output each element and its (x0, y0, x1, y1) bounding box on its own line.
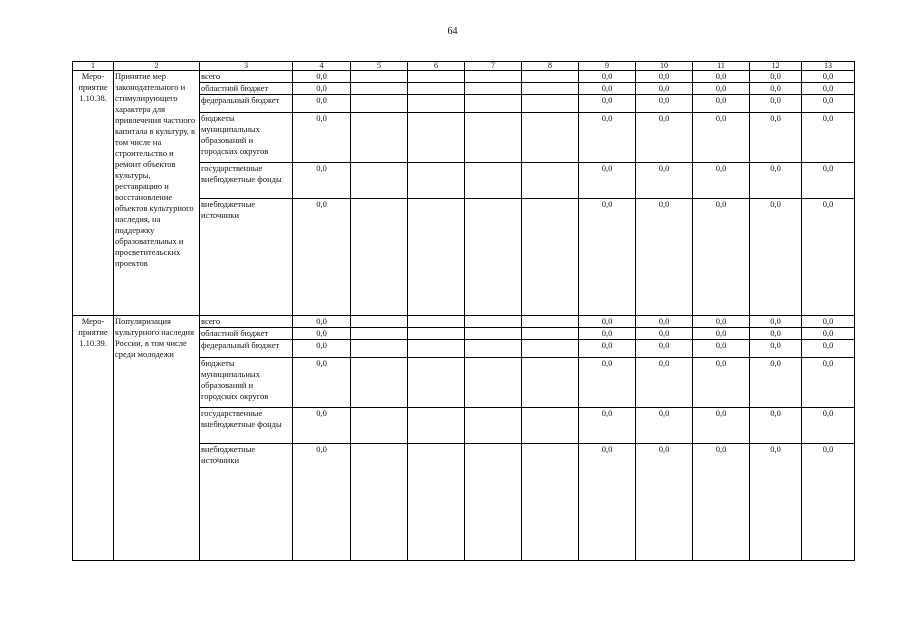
page-number: 64 (447, 26, 458, 37)
value-cell: 0,0 (636, 199, 693, 316)
empty-cell (465, 328, 522, 340)
empty-cell (351, 408, 408, 444)
column-number: 11 (693, 62, 750, 71)
empty-cell (408, 444, 465, 561)
value-cell: 0,0 (750, 113, 802, 163)
value-cell: 0,0 (693, 316, 750, 328)
empty-cell (522, 83, 579, 95)
measure-code-line: приятие (78, 82, 108, 92)
empty-cell (408, 83, 465, 95)
empty-cell (351, 95, 408, 113)
column-number: 13 (802, 62, 855, 71)
empty-cell (522, 328, 579, 340)
empty-cell (465, 408, 522, 444)
value-cell: 0,0 (636, 316, 693, 328)
funding-source: областной бюджет (200, 83, 293, 95)
value-cell: 0,0 (693, 71, 750, 83)
table-row (73, 71, 855, 83)
measure-name: Принятие мер законодательного и стимулирующего характера для привлечения частного капитала в культуру, в том числе на строительство и ремонт объектов культуры, реставрацию и восстановление объектов культурного наследия, на поддержку образовательных и просветительских проектов (114, 71, 200, 316)
value-cell: 0,0 (579, 316, 636, 328)
value-cell: 0,0 (579, 71, 636, 83)
funding-source: федеральный бюджет (200, 95, 293, 113)
empty-cell (465, 316, 522, 328)
column-number: 5 (351, 62, 408, 71)
value-cell: 0,0 (693, 199, 750, 316)
value-cell: 0,0 (750, 358, 802, 408)
empty-cell (522, 408, 579, 444)
value-cell: 0,0 (636, 340, 693, 358)
value-cell: 0,0 (750, 163, 802, 199)
empty-cell (351, 328, 408, 340)
empty-cell (351, 444, 408, 561)
empty-cell (351, 340, 408, 358)
column-number: 2 (114, 62, 200, 71)
empty-cell (522, 199, 579, 316)
empty-cell (522, 163, 579, 199)
value-cell: 0,0 (293, 83, 351, 95)
value-cell: 0,0 (693, 328, 750, 340)
value-cell: 0,0 (579, 113, 636, 163)
value-cell: 0,0 (802, 340, 855, 358)
value-cell: 0,0 (293, 163, 351, 199)
value-cell: 0,0 (636, 83, 693, 95)
value-cell: 0,0 (750, 199, 802, 316)
funding-source: всего (200, 316, 293, 328)
value-cell: 0,0 (293, 95, 351, 113)
value-cell: 0,0 (693, 113, 750, 163)
empty-cell (351, 163, 408, 199)
column-number: 6 (408, 62, 465, 71)
value-cell: 0,0 (802, 358, 855, 408)
empty-cell (465, 163, 522, 199)
value-cell: 0,0 (293, 358, 351, 408)
empty-cell (351, 199, 408, 316)
empty-cell (522, 316, 579, 328)
empty-cell (522, 358, 579, 408)
value-cell: 0,0 (802, 199, 855, 316)
value-cell: 0,0 (293, 328, 351, 340)
value-cell: 0,0 (802, 95, 855, 113)
empty-cell (465, 444, 522, 561)
value-cell: 0,0 (293, 444, 351, 561)
value-cell: 0,0 (802, 408, 855, 444)
value-cell: 0,0 (802, 163, 855, 199)
empty-cell (351, 358, 408, 408)
table-row (73, 316, 855, 328)
measure-code-line: приятие (78, 327, 108, 337)
value-cell: 0,0 (293, 113, 351, 163)
column-number: 3 (200, 62, 293, 71)
value-cell: 0,0 (750, 83, 802, 95)
value-cell: 0,0 (579, 340, 636, 358)
value-cell: 0,0 (636, 71, 693, 83)
value-cell: 0,0 (750, 408, 802, 444)
value-cell: 0,0 (750, 444, 802, 561)
measure-name: Популяризация культурного наследия России, в том числе среди молодежи (114, 316, 200, 561)
column-number: 1 (73, 62, 114, 71)
empty-cell (408, 113, 465, 163)
value-cell: 0,0 (802, 83, 855, 95)
column-number: 9 (579, 62, 636, 71)
funding-source: внебюджетные источники (200, 199, 293, 316)
column-number: 4 (293, 62, 351, 71)
value-cell: 0,0 (693, 340, 750, 358)
value-cell: 0,0 (750, 316, 802, 328)
value-cell: 0,0 (636, 444, 693, 561)
value-cell: 0,0 (693, 95, 750, 113)
empty-cell (351, 71, 408, 83)
empty-cell (522, 444, 579, 561)
empty-cell (408, 358, 465, 408)
empty-cell (465, 113, 522, 163)
value-cell: 0,0 (579, 199, 636, 316)
funding-source: бюджеты муниципальных образований и городских округов (200, 358, 293, 408)
value-cell: 0,0 (693, 408, 750, 444)
value-cell: 0,0 (579, 163, 636, 199)
empty-cell (408, 71, 465, 83)
empty-cell (522, 95, 579, 113)
value-cell: 0,0 (636, 113, 693, 163)
value-cell: 0,0 (579, 328, 636, 340)
column-number-row (73, 62, 855, 71)
empty-cell (465, 83, 522, 95)
value-cell: 0,0 (750, 328, 802, 340)
value-cell: 0,0 (802, 328, 855, 340)
value-cell: 0,0 (579, 408, 636, 444)
funding-source: внебюджетные источники (200, 444, 293, 561)
empty-cell (522, 71, 579, 83)
column-number: 8 (522, 62, 579, 71)
value-cell: 0,0 (579, 358, 636, 408)
empty-cell (351, 113, 408, 163)
value-cell: 0,0 (636, 358, 693, 408)
empty-cell (408, 340, 465, 358)
empty-cell (465, 199, 522, 316)
value-cell: 0,0 (693, 358, 750, 408)
value-cell: 0,0 (579, 444, 636, 561)
funding-source: государственные внебюджетные фонды (200, 163, 293, 199)
value-cell: 0,0 (802, 316, 855, 328)
value-cell: 0,0 (636, 408, 693, 444)
value-cell: 0,0 (636, 328, 693, 340)
measure-code-line: Меро- (81, 71, 105, 81)
empty-cell (351, 316, 408, 328)
value-cell: 0,0 (636, 163, 693, 199)
column-number: 7 (465, 62, 522, 71)
funding-source: государственные внебюджетные фонды (200, 408, 293, 444)
measure-code-line: Меро- (81, 316, 105, 326)
value-cell: 0,0 (293, 408, 351, 444)
empty-cell (465, 340, 522, 358)
empty-cell (351, 83, 408, 95)
value-cell: 0,0 (293, 199, 351, 316)
column-number: 10 (636, 62, 693, 71)
empty-cell (465, 358, 522, 408)
empty-cell (408, 316, 465, 328)
funding-source: областной бюджет (200, 328, 293, 340)
value-cell: 0,0 (293, 316, 351, 328)
value-cell: 0,0 (802, 71, 855, 83)
value-cell: 0,0 (293, 71, 351, 83)
value-cell: 0,0 (802, 444, 855, 561)
value-cell: 0,0 (579, 83, 636, 95)
value-cell: 0,0 (750, 340, 802, 358)
value-cell: 0,0 (293, 340, 351, 358)
value-cell: 0,0 (802, 113, 855, 163)
value-cell: 0,0 (579, 95, 636, 113)
funding-source: всего (200, 71, 293, 83)
value-cell: 0,0 (636, 95, 693, 113)
column-number: 12 (750, 62, 802, 71)
empty-cell (408, 408, 465, 444)
value-cell: 0,0 (693, 83, 750, 95)
empty-cell (465, 95, 522, 113)
value-cell: 0,0 (693, 163, 750, 199)
measure-code (73, 316, 114, 561)
empty-cell (408, 95, 465, 113)
empty-cell (408, 328, 465, 340)
empty-cell (522, 113, 579, 163)
value-cell: 0,0 (693, 444, 750, 561)
budget-table (72, 61, 855, 561)
funding-source: федеральный бюджет (200, 340, 293, 358)
measure-code (73, 71, 114, 316)
measure-code-line: 1.10.39. (79, 338, 107, 348)
empty-cell (465, 71, 522, 83)
empty-cell (408, 163, 465, 199)
value-cell: 0,0 (750, 71, 802, 83)
measure-code-line: 1.10.38. (79, 93, 107, 103)
value-cell: 0,0 (750, 95, 802, 113)
empty-cell (522, 340, 579, 358)
funding-source: бюджеты муниципальных образований и городских округов (200, 113, 293, 163)
empty-cell (408, 199, 465, 316)
